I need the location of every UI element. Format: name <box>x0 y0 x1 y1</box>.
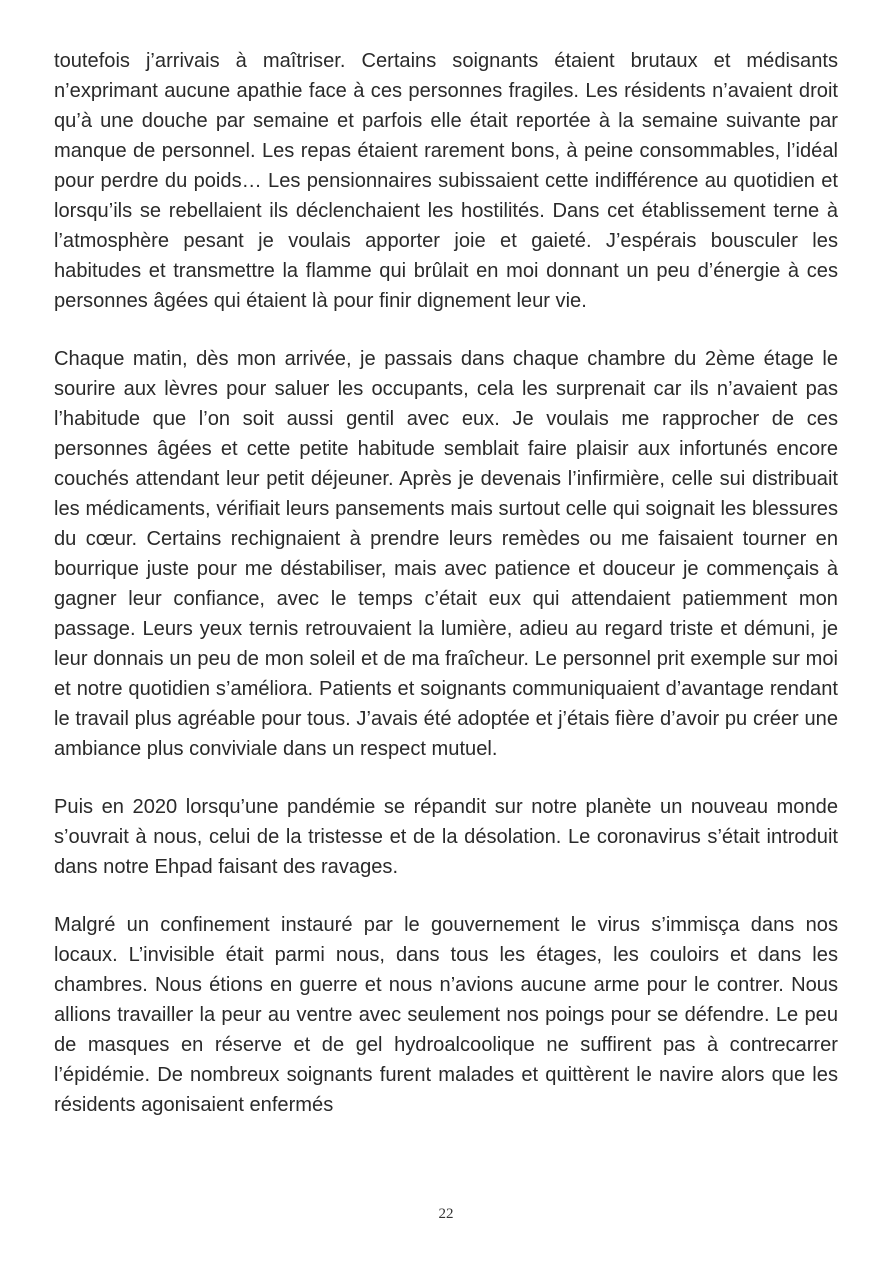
page-number: 22 <box>438 1206 454 1222</box>
body-text <box>54 46 838 1148</box>
paragraph-2: Chaque matin, dès mon arrivée, je passais dans chaque chambre du 2ème étage le sourire aux lèvres pour saluer les occupants, cela les surprenait car ils n’avaient pas l’habitude que l’on soit aussi gentil avec eux. Je voulais me rapprocher de ces personnes âgées et cette petite habitude semblait faire plaisir aux infortunés encore couchés attendant leur petit déjeuner. Après je devenais l’infirmière, celle sui distribuait les médicaments, vérifiait leurs pansements mais surtout celle qui soignait les blessures du cœur. Certains rechignaient à prendre leurs remèdes ou me faisaient tourner en bourrique juste pour me déstabiliser, mais avec patience et douceur je commençais à gagner leur confiance, avec le temps c’était eux qui attendaient patiemment mon passage. Leurs yeux ternis retrouvaient la lumière, adieu au regard triste et démuni, je leur donnais un peu de mon soleil et de ma fraîcheur. Le personnel prit exemple sur moi et notre quotidien s’améliora. Patients et soignants communiquaient d’avantage rendant le travail plus agréable pour tous. J’avais été adoptée et j’étais fière d’avoir pu créer une ambiance plus conviviale dans un respect mutuel. <box>54 348 838 760</box>
paragraph-4: Malgré un confinement instauré par le gouvernement le virus s’immisça dans nos locaux. L’invisible était parmi nous, dans tous les étages, les couloirs et dans les chambres. Nous étions en guerre et nous n’avions aucune arme pour le contrer. Nous allions travailler la peur au ventre avec seulement nos poings pour se défendre. Le peu de masques en réserve et de gel hydroalcoolique ne suffirent pas à contrecarrer l’épidémie. De nombreux soignants furent malades et quittèrent le navire alors que les résidents agonisaient enfermés <box>54 914 838 1116</box>
paragraph-1: toutefois j’arrivais à maîtriser. Certains soignants étaient brutaux et médisants n’exprimant aucune apathie face à ces personnes fragiles. Les résidents n’avaient droit qu’à une douche par semaine et parfois elle était reportée à la semaine suivante par manque de personnel. Les repas étaient rarement bons, à peine consommables, l’idéal pour perdre du poids… Les pensionnaires subissaient cette indifférence au quotidien et lorsqu’ils se rebellaient ils déclenchaient les hostilités. Dans cet établissement terne à l’atmosphère pesant je voulais apporter joie et gaieté. J’espérais bousculer les habitudes et transmettre la flamme qui brûlait en moi donnant un peu d’énergie à ces personnes âgées qui étaient là pour finir dignement leur vie. <box>54 50 838 312</box>
paragraph-3: Puis en 2020 lorsqu’une pandémie se répandit sur notre planète un nouveau monde s’ouvrait à nous, celui de la tristesse et de la désolation. Le coronavirus s’était introduit dans notre Ehpad faisant des ravages. <box>54 796 838 878</box>
